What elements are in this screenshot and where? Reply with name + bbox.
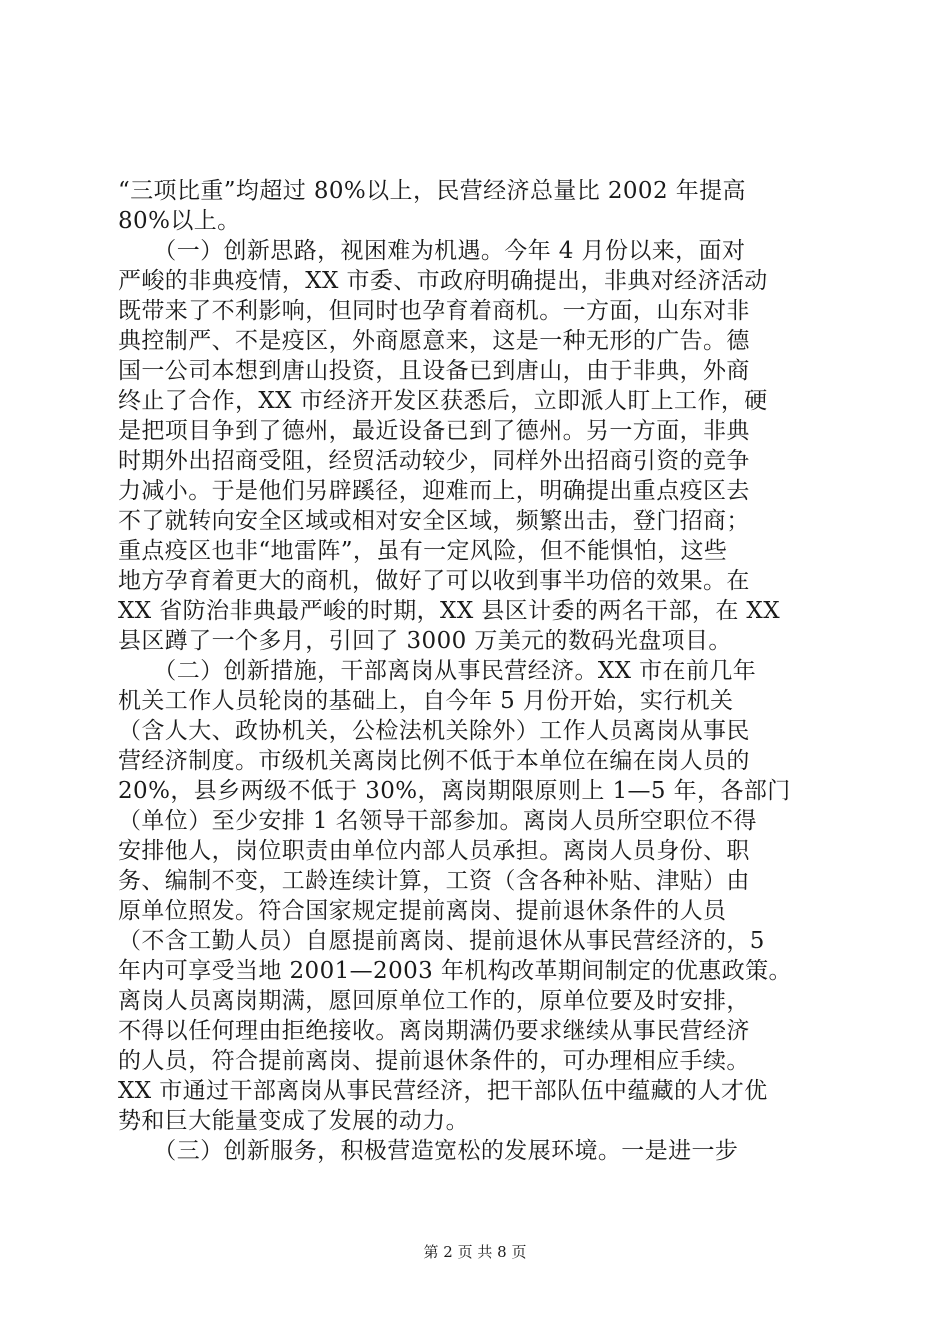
text-line: 国一公司本想到唐山投资，且设备已到唐山，由于非典，外商 xyxy=(118,358,750,384)
text-line: （二）创新措施，干部离岗从事民营经济。XX 市在前几年 xyxy=(118,658,757,684)
text-line: （不含工勤人员）自愿提前离岗、提前退休从事民营经济的，5 xyxy=(118,928,765,954)
text-line: 势和巨大能量变成了发展的动力。 xyxy=(118,1108,469,1134)
text-line: 力减小。于是他们另辟蹊径，迎难而上，明确提出重点疫区去 xyxy=(118,478,750,504)
text-line: 地方孕育着更大的商机，做好了可以收到事半功倍的效果。在 xyxy=(118,568,750,594)
text-line: 营经济制度。市级机关离岗比例不低于本单位在编在岗人员的 xyxy=(118,748,750,774)
text-line: 既带来了不利影响，但同时也孕育着商机。一方面，山东对非 xyxy=(118,298,750,324)
text-line: 离岗人员离岗期满，愿回原单位工作的，原单位要及时安排， xyxy=(118,988,750,1014)
page-number-footer: 第 2 页 共 8 页 xyxy=(423,1243,527,1261)
text-line: 的人员，符合提前离岗、提前退休条件的，可办理相应手续。 xyxy=(118,1048,750,1074)
text-line: 80%以上。 xyxy=(118,208,241,234)
text-line: 严峻的非典疫情，XX 市委、市政府明确提出，非典对经济活动 xyxy=(118,268,768,294)
text-line: （含人大、政协机关，公检法机关除外）工作人员离岗从事民 xyxy=(118,718,750,744)
text-line: 时期外出招商受阻，经贸活动较少，同样外出招商引资的竞争 xyxy=(118,448,750,474)
text-line: （单位）至少安排 1 名领导干部参加。离岗人员所空职位不得 xyxy=(118,808,757,834)
body-text xyxy=(118,176,838,1166)
text-line: （三）创新服务，积极营造宽松的发展环境。一是进一步 xyxy=(118,1138,739,1164)
text-line: 终止了合作，XX 市经济开发区获悉后，立即派人盯上工作，硬 xyxy=(118,388,768,414)
text-line: 重点疫区也非“地雷阵”，虽有一定风险，但不能惧怕，这些 xyxy=(118,538,728,564)
text-line: 年内可享受当地 2001—2003 年机构改革期间制定的优惠政策。 xyxy=(118,958,792,984)
text-line: 20%，县乡两级不低于 30%，离岗期限原则上 1—5 年，各部门 xyxy=(118,778,791,804)
text-line: 典控制严、不是疫区，外商愿意来，这是一种无形的广告。德 xyxy=(118,328,750,354)
text-line: 原单位照发。符合国家规定提前离岗、提前退休条件的人员 xyxy=(118,898,727,924)
text-line: 安排他人，岗位职责由单位内部人员承担。离岗人员身份、职 xyxy=(118,838,750,864)
text-line: “三项比重”均超过 80%以上，民营经济总量比 2002 年提高 xyxy=(118,178,746,204)
text-line: XX 市通过干部离岗从事民营经济，把干部队伍中蕴藏的人才优 xyxy=(118,1078,768,1104)
text-line: 县区蹲了一个多月，引回了 3000 万美元的数码光盘项目。 xyxy=(118,628,732,654)
text-line: 不得以任何理由拒绝接收。离岗期满仍要求继续从事民营经济 xyxy=(118,1018,750,1044)
text-line: 机关工作人员轮岗的基础上，自今年 5 月份开始，实行机关 xyxy=(118,688,734,714)
text-line: 是把项目争到了德州，最近设备已到了德州。另一方面，非典 xyxy=(118,418,750,444)
text-line: 不了就转向安全区域或相对安全区域，频繁出击，登门招商； xyxy=(118,508,750,534)
text-line: （一）创新思路，视困难为机遇。今年 4 月份以来，面对 xyxy=(118,238,746,264)
text-line: XX 省防治非典最严峻的时期，XX 县区计委的两名干部，在 XX xyxy=(118,598,780,624)
text-line: 务、编制不变，工龄连续计算，工资（含各种补贴、津贴）由 xyxy=(118,868,750,894)
